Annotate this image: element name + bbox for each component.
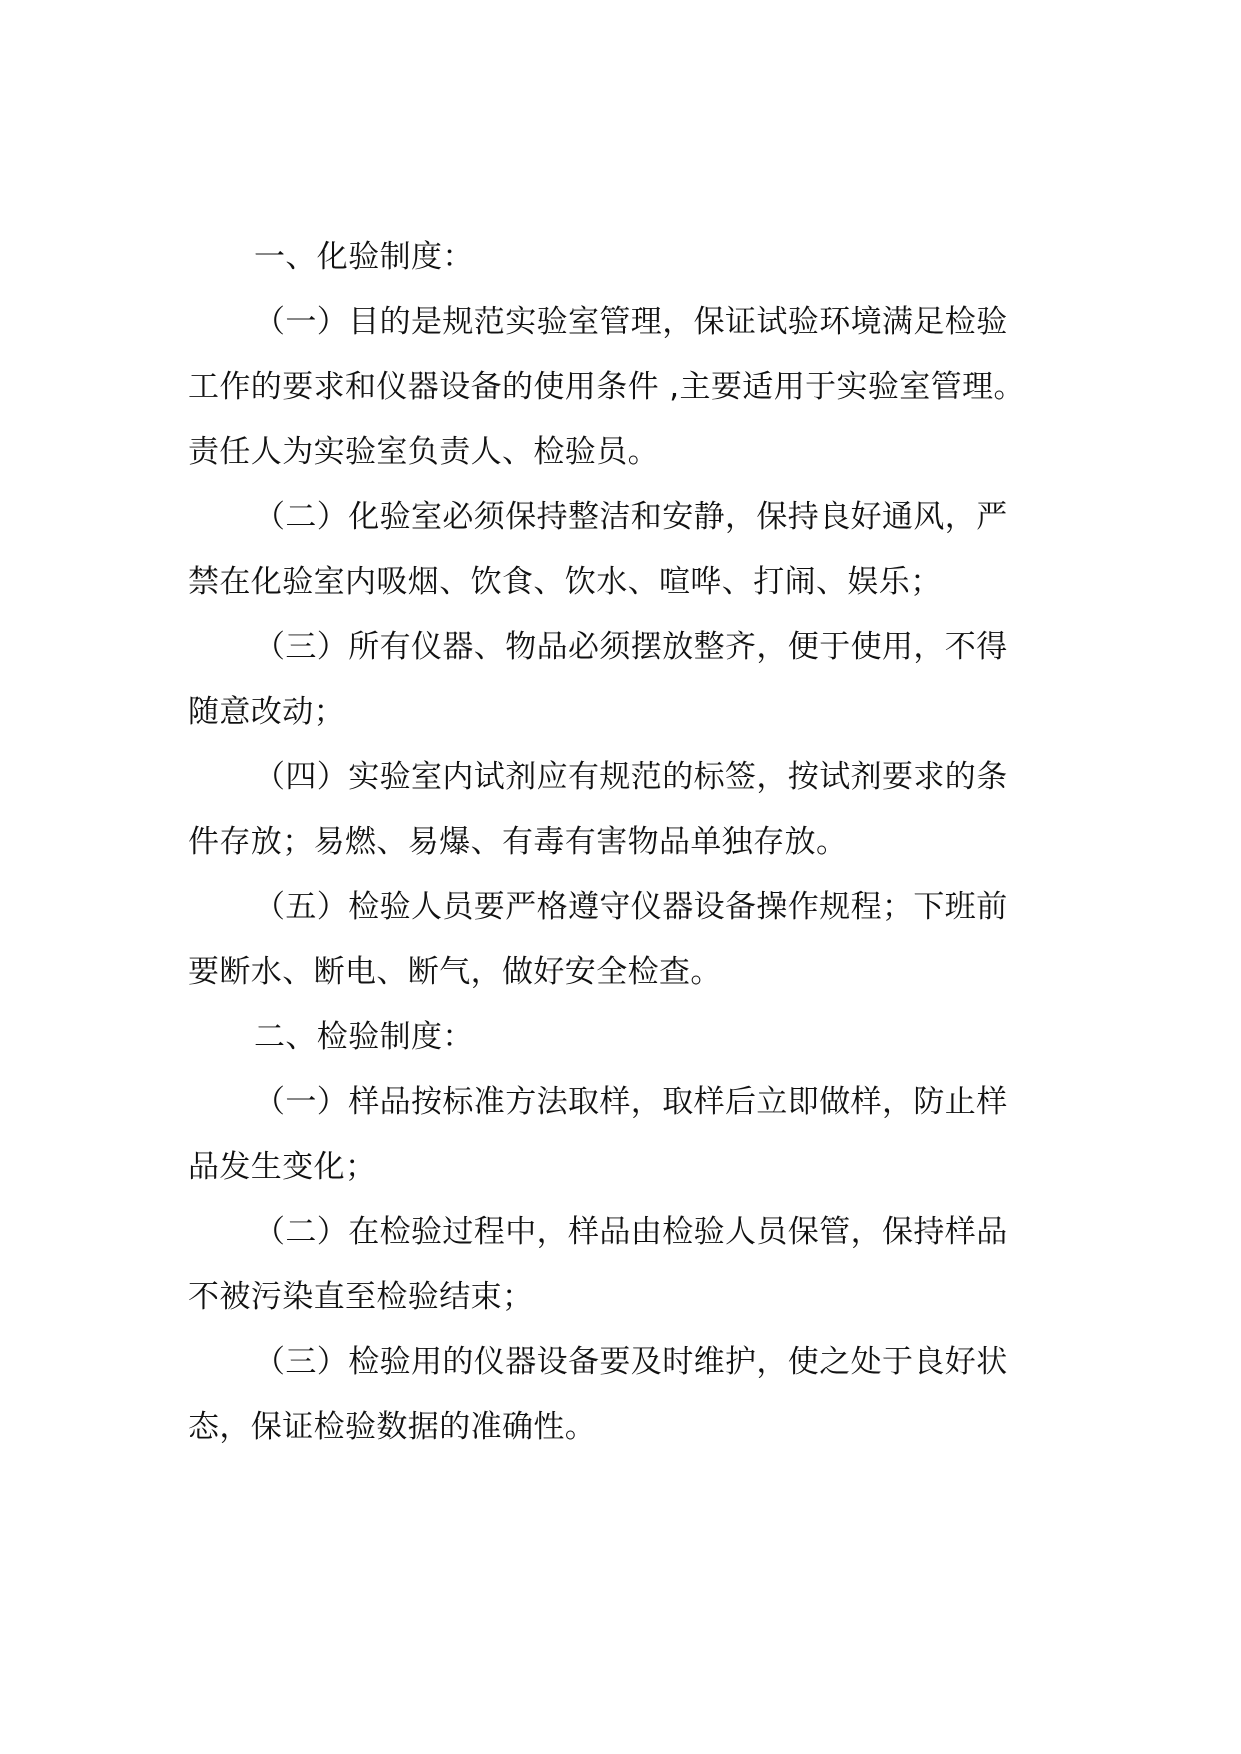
paragraph-line: 件存放；易燃、易爆、有毒有害物品单独存放。 (188, 824, 848, 860)
section-heading-2: 二、检验制度： (254, 1019, 474, 1055)
paragraph-line: （三）所有仪器、物品必须摆放整齐，便于使用，不得 (254, 629, 1008, 665)
paragraph-line: （四）实验室内试剂应有规范的标签，按试剂要求的条 (254, 759, 1008, 795)
paragraph-line: 随意改动； (188, 694, 345, 730)
paragraph-line: 工作的要求和仪器设备的使用条件 ,主要适用于实验室管理。 (188, 369, 1025, 405)
paragraph-line: 禁在化验室内吸烟、饮食、饮水、喧哗、打闹、娱乐； (188, 564, 942, 600)
paragraph-line: 责任人为实验室负责人、检验员。 (188, 434, 659, 470)
paragraph-line: （一）目的是规范实验室管理，保证试验环境满足检验 (254, 304, 1008, 340)
paragraph-line: （二）化验室必须保持整洁和安静，保持良好通风，严 (254, 499, 1008, 535)
paragraph-line: （二）在检验过程中，样品由检验人员保管，保持样品 (254, 1214, 1008, 1250)
document-page (188, 225, 1058, 1460)
paragraph-line: （五）检验人员要严格遵守仪器设备操作规程；下班前 (254, 889, 1008, 925)
paragraph-line: 品发生变化； (188, 1149, 377, 1185)
paragraph-line: 不被污染直至检验结束； (188, 1279, 534, 1315)
paragraph-line: 要断水、断电、断气，做好安全检查。 (188, 954, 722, 990)
paragraph-line: （一）样品按标准方法取样，取样后立即做样，防止样 (254, 1084, 1008, 1120)
paragraph-line: 态，保证检验数据的准确性。 (188, 1409, 597, 1445)
section-heading-1: 一、化验制度： (254, 239, 474, 275)
paragraph-line: （三）检验用的仪器设备要及时维护，使之处于良好状 (254, 1344, 1008, 1380)
